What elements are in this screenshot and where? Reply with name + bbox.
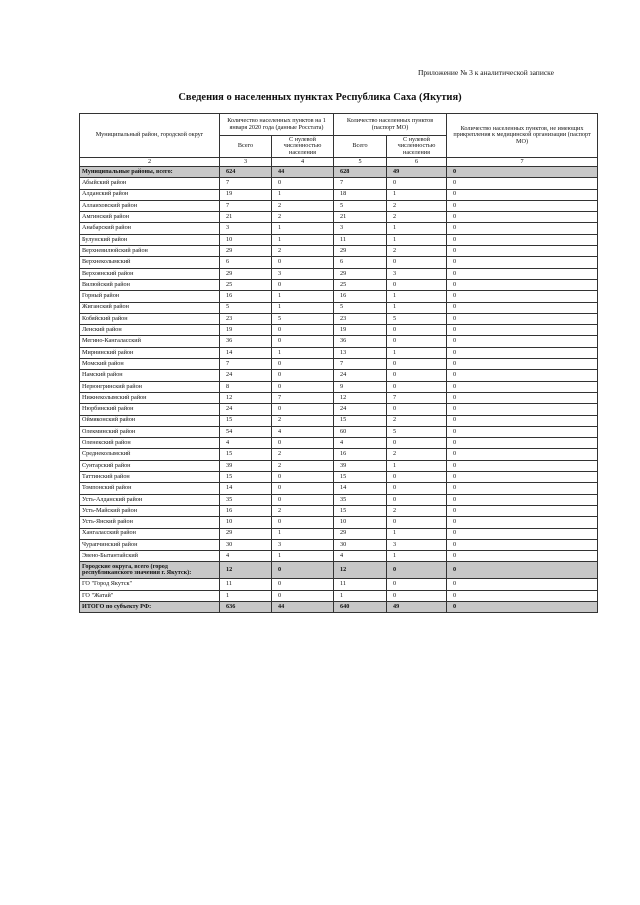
- table-row: [80, 483, 598, 494]
- value-cell-c3: 23: [220, 313, 272, 324]
- value-cell-c3: 29: [220, 528, 272, 539]
- value-cell-c3: 6: [220, 257, 272, 268]
- value-cell-c3: 7: [220, 200, 272, 211]
- value-cell-c4: 44: [272, 167, 334, 178]
- value-cell-c7: 0: [447, 234, 598, 245]
- value-cell-c6: 49: [387, 601, 447, 612]
- table-row: [80, 415, 598, 426]
- district-name-cell: Оленекский район: [80, 438, 220, 449]
- column-index-row: [80, 158, 598, 167]
- district-name-cell: Олекминский район: [80, 426, 220, 437]
- value-cell-c5: 15: [334, 505, 387, 516]
- value-cell-c5: 3: [334, 223, 387, 234]
- value-cell-c3: 24: [220, 370, 272, 381]
- district-name-cell: Кобяйский район: [80, 313, 220, 324]
- district-name-cell: Верхневилюйский район: [80, 246, 220, 257]
- value-cell-c3: 24: [220, 404, 272, 415]
- value-cell-c4: 0: [272, 257, 334, 268]
- table-row: [80, 579, 598, 590]
- value-cell-c3: 35: [220, 494, 272, 505]
- value-cell-c4: 0: [272, 178, 334, 189]
- settlements-table: [79, 113, 598, 613]
- value-cell-c7: 0: [447, 562, 598, 579]
- value-cell-c3: 8: [220, 381, 272, 392]
- column-index-cell: 5: [334, 158, 387, 167]
- district-name-cell: Эвено-Бытантайский: [80, 551, 220, 562]
- value-cell-c6: 0: [387, 370, 447, 381]
- value-cell-c7: 0: [447, 359, 598, 370]
- value-cell-c4: 0: [272, 483, 334, 494]
- value-cell-c3: 15: [220, 415, 272, 426]
- value-cell-c4: 2: [272, 246, 334, 257]
- table-row: [80, 291, 598, 302]
- value-cell-c3: 21: [220, 212, 272, 223]
- value-cell-c5: 18: [334, 189, 387, 200]
- value-cell-c6: 0: [387, 590, 447, 601]
- table-row: [80, 212, 598, 223]
- value-cell-c3: 15: [220, 449, 272, 460]
- value-cell-c7: 0: [447, 279, 598, 290]
- value-cell-c7: 0: [447, 347, 598, 358]
- passport-zero-header: С нулевой численностью населения: [387, 136, 447, 158]
- value-cell-c4: 3: [272, 539, 334, 550]
- value-cell-c4: 2: [272, 505, 334, 516]
- value-cell-c3: 19: [220, 189, 272, 200]
- value-cell-c7: 0: [447, 302, 598, 313]
- value-cell-c7: 0: [447, 325, 598, 336]
- district-name-cell: Чурапчинский район: [80, 539, 220, 550]
- value-cell-c7: 0: [447, 528, 598, 539]
- value-cell-c3: 7: [220, 359, 272, 370]
- value-cell-c5: 7: [334, 359, 387, 370]
- value-cell-c5: 4: [334, 551, 387, 562]
- district-name-cell: Нерюнгринский район: [80, 381, 220, 392]
- value-cell-c3: 15: [220, 472, 272, 483]
- table-row: [80, 438, 598, 449]
- district-name-cell: Намский район: [80, 370, 220, 381]
- value-cell-c4: 0: [272, 359, 334, 370]
- value-cell-c6: 0: [387, 257, 447, 268]
- table-row: [80, 517, 598, 528]
- district-name-cell: Нюрбинский район: [80, 404, 220, 415]
- value-cell-c3: 14: [220, 483, 272, 494]
- value-cell-c5: 30: [334, 539, 387, 550]
- value-cell-c5: 35: [334, 494, 387, 505]
- value-cell-c5: 29: [334, 268, 387, 279]
- page-title: Сведения о населенных пунктах Республика Саха (Якутия): [178, 92, 462, 103]
- table-row: [80, 370, 598, 381]
- value-cell-c7: 0: [447, 212, 598, 223]
- district-name-cell: Оймяконский район: [80, 415, 220, 426]
- value-cell-c5: 16: [334, 449, 387, 460]
- value-cell-c7: 0: [447, 268, 598, 279]
- table-row: [80, 325, 598, 336]
- value-cell-c3: 5: [220, 302, 272, 313]
- value-cell-c6: 0: [387, 562, 447, 579]
- table-row: [80, 472, 598, 483]
- value-cell-c7: 0: [447, 426, 598, 437]
- district-name-cell: Горный район: [80, 291, 220, 302]
- value-cell-c3: 3: [220, 223, 272, 234]
- value-cell-c6: 5: [387, 313, 447, 324]
- value-cell-c7: 0: [447, 189, 598, 200]
- value-cell-c4: 2: [272, 460, 334, 471]
- district-name-cell: Хангаласский район: [80, 528, 220, 539]
- district-name-cell: Аллаиховский район: [80, 200, 220, 211]
- value-cell-c3: 11: [220, 579, 272, 590]
- table-row: [80, 494, 598, 505]
- value-cell-c4: 0: [272, 325, 334, 336]
- table-row: [80, 336, 598, 347]
- value-cell-c4: 0: [272, 370, 334, 381]
- table-row: [80, 562, 598, 579]
- value-cell-c6: 2: [387, 212, 447, 223]
- column-index-cell: 3: [220, 158, 272, 167]
- value-cell-c4: 1: [272, 291, 334, 302]
- value-cell-c4: 2: [272, 200, 334, 211]
- table-row: [80, 257, 598, 268]
- table-row: [80, 426, 598, 437]
- value-cell-c6: 2: [387, 415, 447, 426]
- value-cell-c7: 0: [447, 291, 598, 302]
- value-cell-c7: 0: [447, 392, 598, 403]
- table-row: [80, 359, 598, 370]
- table-row: [80, 347, 598, 358]
- value-cell-c7: 0: [447, 178, 598, 189]
- value-cell-c7: 0: [447, 257, 598, 268]
- district-name-cell: Мирнинский район: [80, 347, 220, 358]
- rosstat-zero-header: С нулевой численностью населения: [272, 136, 334, 158]
- value-cell-c6: 0: [387, 381, 447, 392]
- value-cell-c3: 16: [220, 505, 272, 516]
- district-name-cell: ГО "Жатай": [80, 590, 220, 601]
- district-name-cell: ИТОГО по субъекту РФ:: [80, 601, 220, 612]
- value-cell-c4: 0: [272, 590, 334, 601]
- district-name-cell: Амгинский район: [80, 212, 220, 223]
- value-cell-c4: 1: [272, 189, 334, 200]
- value-cell-c5: 5: [334, 302, 387, 313]
- value-cell-c5: 14: [334, 483, 387, 494]
- value-cell-c5: 24: [334, 370, 387, 381]
- table-row: [80, 178, 598, 189]
- value-cell-c3: 30: [220, 539, 272, 550]
- value-cell-c6: 0: [387, 517, 447, 528]
- value-cell-c4: 1: [272, 223, 334, 234]
- table-row: [80, 528, 598, 539]
- table-row: [80, 279, 598, 290]
- table-row: [80, 460, 598, 471]
- value-cell-c7: 0: [447, 449, 598, 460]
- value-cell-c4: 0: [272, 438, 334, 449]
- value-cell-c4: 0: [272, 404, 334, 415]
- district-name-cell: Абыйский район: [80, 178, 220, 189]
- table-row: [80, 590, 598, 601]
- value-cell-c6: 0: [387, 325, 447, 336]
- value-cell-c4: 5: [272, 313, 334, 324]
- value-cell-c7: 0: [447, 381, 598, 392]
- column-index-cell: 6: [387, 158, 447, 167]
- value-cell-c6: 2: [387, 200, 447, 211]
- district-name-cell: Анабарский район: [80, 223, 220, 234]
- table-row: [80, 601, 598, 612]
- value-cell-c3: 4: [220, 438, 272, 449]
- value-cell-c7: 0: [447, 167, 598, 178]
- value-cell-c4: 0: [272, 494, 334, 505]
- value-cell-c6: 1: [387, 291, 447, 302]
- table-row: [80, 189, 598, 200]
- value-cell-c5: 1: [334, 590, 387, 601]
- value-cell-c4: 2: [272, 415, 334, 426]
- value-cell-c3: 29: [220, 246, 272, 257]
- table-row: [80, 392, 598, 403]
- table-body: [80, 158, 598, 613]
- value-cell-c3: 16: [220, 291, 272, 302]
- value-cell-c4: 0: [272, 472, 334, 483]
- value-cell-c6: 0: [387, 483, 447, 494]
- passport-group-header: Количество населенных пунктов (паспорт МО): [334, 114, 447, 136]
- value-cell-c7: 0: [447, 517, 598, 528]
- value-cell-c6: 1: [387, 302, 447, 313]
- value-cell-c7: 0: [447, 438, 598, 449]
- table-row: [80, 246, 598, 257]
- value-cell-c6: 1: [387, 460, 447, 471]
- value-cell-c4: 4: [272, 426, 334, 437]
- district-name-cell: Алданский район: [80, 189, 220, 200]
- value-cell-c5: 10: [334, 517, 387, 528]
- table-row: [80, 302, 598, 313]
- district-name-cell: Таттинский район: [80, 472, 220, 483]
- value-cell-c5: 13: [334, 347, 387, 358]
- value-cell-c4: 1: [272, 302, 334, 313]
- unattached-header: Количество населенных пунктов, не имеющих прикрепления к медицинской организации (паспорт МО): [447, 114, 598, 158]
- value-cell-c3: 25: [220, 279, 272, 290]
- value-cell-c6: 7: [387, 392, 447, 403]
- value-cell-c4: 1: [272, 528, 334, 539]
- value-cell-c3: 10: [220, 234, 272, 245]
- value-cell-c5: 39: [334, 460, 387, 471]
- value-cell-c3: 1: [220, 590, 272, 601]
- value-cell-c6: 0: [387, 579, 447, 590]
- value-cell-c6: 0: [387, 494, 447, 505]
- value-cell-c7: 0: [447, 200, 598, 211]
- value-cell-c5: 4: [334, 438, 387, 449]
- value-cell-c7: 0: [447, 223, 598, 234]
- district-name-cell: Мегино-Кангаласский: [80, 336, 220, 347]
- value-cell-c7: 0: [447, 551, 598, 562]
- district-name-cell: Булунский район: [80, 234, 220, 245]
- value-cell-c6: 1: [387, 528, 447, 539]
- column-index-cell: 2: [80, 158, 220, 167]
- value-cell-c6: 0: [387, 178, 447, 189]
- value-cell-c5: 628: [334, 167, 387, 178]
- district-name-cell: Среднеколымский: [80, 449, 220, 460]
- value-cell-c4: 0: [272, 562, 334, 579]
- district-name-cell: Муниципальные районы, всего:: [80, 167, 220, 178]
- table-row: [80, 449, 598, 460]
- district-header: Муниципальный район, городской округ: [80, 114, 220, 158]
- district-name-cell: ГО "Город Якутск": [80, 579, 220, 590]
- district-name-cell: Верхоянский район: [80, 268, 220, 279]
- value-cell-c5: 7: [334, 178, 387, 189]
- value-cell-c5: 15: [334, 472, 387, 483]
- value-cell-c3: 54: [220, 426, 272, 437]
- value-cell-c3: 39: [220, 460, 272, 471]
- value-cell-c4: 0: [272, 517, 334, 528]
- value-cell-c6: 0: [387, 359, 447, 370]
- value-cell-c5: 29: [334, 528, 387, 539]
- value-cell-c5: 640: [334, 601, 387, 612]
- value-cell-c6: 3: [387, 268, 447, 279]
- value-cell-c6: 1: [387, 189, 447, 200]
- column-index-cell: 7: [447, 158, 598, 167]
- appendix-note: Приложение № 3 к аналитической записке: [418, 68, 554, 77]
- value-cell-c5: 6: [334, 257, 387, 268]
- district-name-cell: Усть-Алданский район: [80, 494, 220, 505]
- value-cell-c7: 0: [447, 404, 598, 415]
- value-cell-c6: 49: [387, 167, 447, 178]
- passport-total-header: Всего: [334, 136, 387, 158]
- value-cell-c4: 0: [272, 279, 334, 290]
- table-row: [80, 167, 598, 178]
- district-name-cell: Нижнеколымский район: [80, 392, 220, 403]
- table-row: [80, 404, 598, 415]
- value-cell-c5: 25: [334, 279, 387, 290]
- value-cell-c5: 15: [334, 415, 387, 426]
- value-cell-c3: 4: [220, 551, 272, 562]
- value-cell-c7: 0: [447, 483, 598, 494]
- district-name-cell: Ленский район: [80, 325, 220, 336]
- value-cell-c6: 2: [387, 246, 447, 257]
- value-cell-c6: 5: [387, 426, 447, 437]
- value-cell-c7: 0: [447, 505, 598, 516]
- value-cell-c5: 21: [334, 212, 387, 223]
- value-cell-c5: 12: [334, 562, 387, 579]
- value-cell-c6: 0: [387, 438, 447, 449]
- value-cell-c7: 0: [447, 590, 598, 601]
- value-cell-c6: 0: [387, 472, 447, 483]
- district-name-cell: Вилюйский район: [80, 279, 220, 290]
- value-cell-c6: 2: [387, 449, 447, 460]
- table-row: [80, 234, 598, 245]
- value-cell-c6: 1: [387, 347, 447, 358]
- value-cell-c4: 0: [272, 381, 334, 392]
- value-cell-c7: 0: [447, 494, 598, 505]
- value-cell-c4: 7: [272, 392, 334, 403]
- value-cell-c6: 0: [387, 279, 447, 290]
- value-cell-c3: 624: [220, 167, 272, 178]
- table-row: [80, 539, 598, 550]
- value-cell-c4: 2: [272, 449, 334, 460]
- value-cell-c4: 2: [272, 212, 334, 223]
- column-index-cell: 4: [272, 158, 334, 167]
- table-row: [80, 223, 598, 234]
- district-name-cell: Усть-Майский район: [80, 505, 220, 516]
- value-cell-c3: 29: [220, 268, 272, 279]
- value-cell-c4: 1: [272, 551, 334, 562]
- district-name-cell: Верхнеколымский: [80, 257, 220, 268]
- value-cell-c7: 0: [447, 579, 598, 590]
- value-cell-c6: 1: [387, 223, 447, 234]
- value-cell-c3: 36: [220, 336, 272, 347]
- value-cell-c6: 2: [387, 505, 447, 516]
- value-cell-c4: 44: [272, 601, 334, 612]
- value-cell-c5: 36: [334, 336, 387, 347]
- value-cell-c6: 1: [387, 234, 447, 245]
- district-name-cell: Усть-Янский район: [80, 517, 220, 528]
- value-cell-c3: 14: [220, 347, 272, 358]
- value-cell-c5: 60: [334, 426, 387, 437]
- value-cell-c5: 19: [334, 325, 387, 336]
- value-cell-c4: 0: [272, 579, 334, 590]
- value-cell-c5: 12: [334, 392, 387, 403]
- value-cell-c7: 0: [447, 336, 598, 347]
- district-name-cell: Сунтарский район: [80, 460, 220, 471]
- value-cell-c7: 0: [447, 460, 598, 471]
- value-cell-c6: 1: [387, 551, 447, 562]
- rosstat-group-header: Количество населенных пунктов на 1 января 2020 года (данные Росстата): [220, 114, 334, 136]
- value-cell-c3: 12: [220, 562, 272, 579]
- district-name-cell: Жиганский район: [80, 302, 220, 313]
- value-cell-c7: 0: [447, 472, 598, 483]
- value-cell-c7: 0: [447, 313, 598, 324]
- table-row: [80, 551, 598, 562]
- table-row: [80, 381, 598, 392]
- table-row: [80, 200, 598, 211]
- table-row: [80, 268, 598, 279]
- value-cell-c3: 19: [220, 325, 272, 336]
- district-name-cell: Момский район: [80, 359, 220, 370]
- table-row: [80, 313, 598, 324]
- district-name-cell: Городские округа, всего (город республиканского значения г. Якутск):: [80, 562, 220, 579]
- value-cell-c5: 11: [334, 234, 387, 245]
- value-cell-c4: 1: [272, 347, 334, 358]
- value-cell-c5: 23: [334, 313, 387, 324]
- rosstat-total-header: Всего: [220, 136, 272, 158]
- value-cell-c7: 0: [447, 601, 598, 612]
- value-cell-c4: 3: [272, 268, 334, 279]
- value-cell-c3: 636: [220, 601, 272, 612]
- district-name-cell: Томпонский район: [80, 483, 220, 494]
- value-cell-c4: 0: [272, 336, 334, 347]
- value-cell-c6: 3: [387, 539, 447, 550]
- value-cell-c7: 0: [447, 370, 598, 381]
- value-cell-c5: 9: [334, 381, 387, 392]
- value-cell-c3: 12: [220, 392, 272, 403]
- value-cell-c3: 10: [220, 517, 272, 528]
- value-cell-c5: 29: [334, 246, 387, 257]
- value-cell-c3: 7: [220, 178, 272, 189]
- value-cell-c7: 0: [447, 246, 598, 257]
- value-cell-c6: 0: [387, 404, 447, 415]
- value-cell-c7: 0: [447, 539, 598, 550]
- value-cell-c4: 1: [272, 234, 334, 245]
- value-cell-c6: 0: [387, 336, 447, 347]
- value-cell-c5: 16: [334, 291, 387, 302]
- value-cell-c5: 5: [334, 200, 387, 211]
- value-cell-c5: 11: [334, 579, 387, 590]
- value-cell-c7: 0: [447, 415, 598, 426]
- value-cell-c5: 24: [334, 404, 387, 415]
- table-row: [80, 505, 598, 516]
